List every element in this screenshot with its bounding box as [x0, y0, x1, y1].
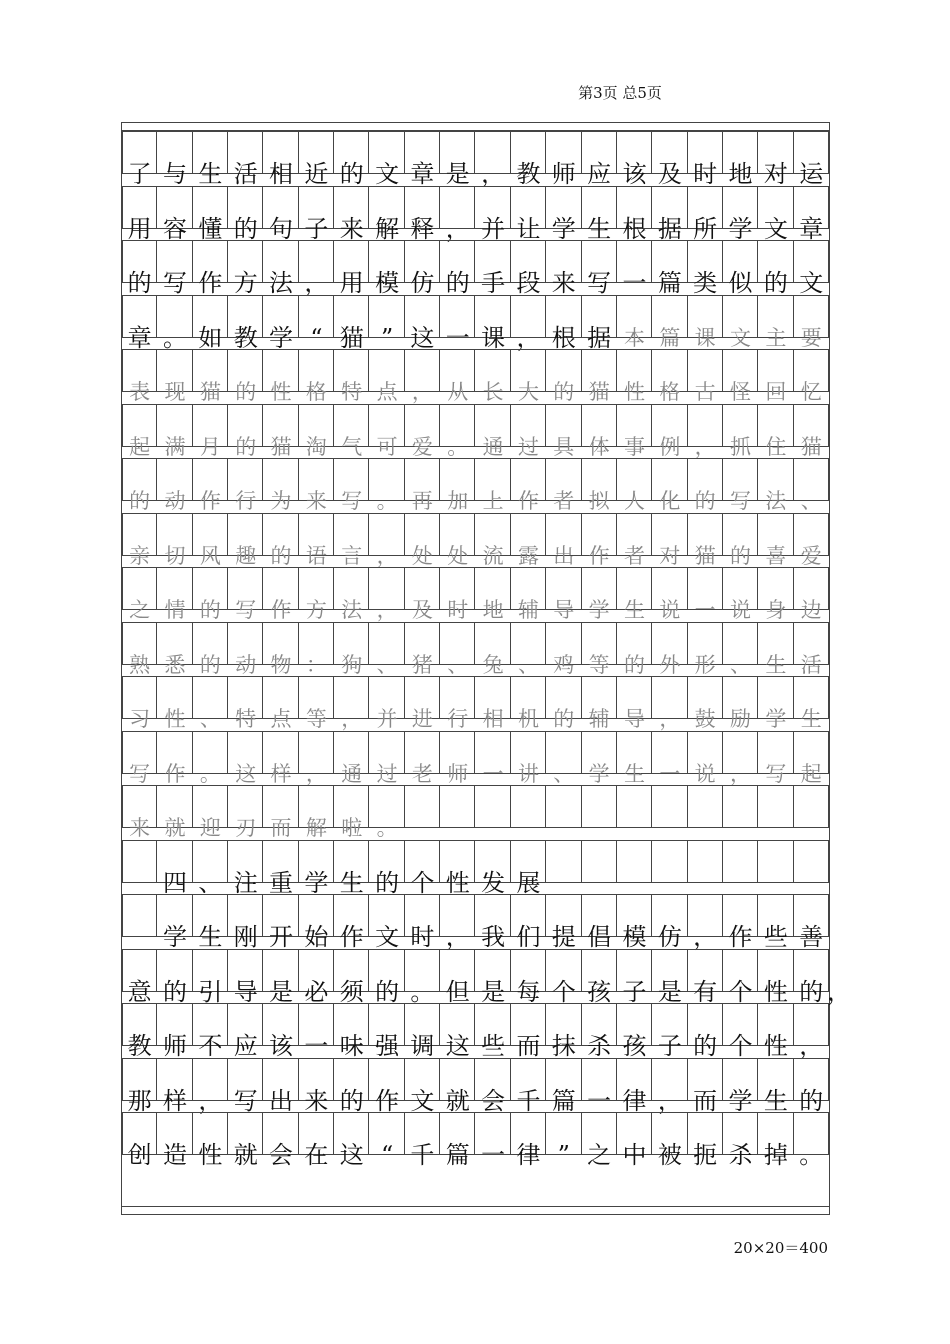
grid-row	[122, 240, 829, 295]
row-text: 了 与 生 活 相 近 的 文 章 是 ， 教 师 应 该 及 时 地 对 运	[127, 160, 824, 188]
row-text: 来 就 迎 刃 而 解 啦 。	[129, 816, 398, 840]
grid-row	[122, 676, 829, 731]
grid-row	[122, 840, 829, 895]
grid-row	[122, 186, 829, 241]
row-text: 创 造 性 就 会 在 这 “ 千 篇 一 律 ” 之 中 被 扼 杀 掉 。	[127, 1141, 824, 1169]
grid-row	[122, 894, 829, 949]
grid-row	[122, 1112, 829, 1167]
grid-row	[122, 513, 829, 568]
row-text: 的 写 作 方 法 ， 用 模 仿 的 手 段 来 写 一 篇 类 似 的 文	[127, 269, 824, 297]
row-text: 的 动 作 行 为 来 写 。 再 加 上 作 者 拟 人 化 的 写 法 、	[129, 489, 822, 513]
grid-row	[122, 458, 829, 513]
grid-row	[122, 567, 829, 622]
row-text: 章 。 如 教 学 “ 猫 ” 这 一 课 ， 根 据 本 篇 课 文 主 要	[127, 323, 822, 352]
grid-row	[122, 1058, 829, 1113]
grid-row	[122, 1003, 829, 1058]
grid-row	[122, 404, 829, 459]
grid-row	[122, 731, 829, 786]
row-text: 习 性 、 特 点 等 ， 并 进 行 相 机 的 辅 导 ， 鼓 励 学 生	[129, 707, 822, 731]
grid-row	[122, 349, 829, 404]
grid-row	[122, 131, 829, 186]
grid-inner-bottom-border	[122, 1206, 829, 1207]
row-text: 熟 悉 的 动 物 ： 狗 、 猪 、 兔 、 鸡 等 的 外 形 、 生 活	[129, 652, 822, 677]
row-text: 之 情 的 写 作 方 法 ， 及 时 地 辅 导 学 生 说 一 说 身 边	[129, 598, 822, 622]
overflow-punctuation: ，	[827, 977, 851, 1006]
row-text: 起 满 月 的 猫 淘 气 可 爱 。 通 过 具 体 事 例 ， 抓 住 猫	[129, 434, 822, 459]
row-text: 教 师 不 应 该 一 味 强 调 这 些 而 抹 杀 孩 子 的 个 性 ，	[127, 1032, 824, 1060]
grid-spec: 20×20＝400	[733, 1239, 828, 1257]
manuscript-grid	[121, 122, 851, 1215]
row-text: 亲 切 风 趣 的 语 言 ， 处 处 流 露 出 作 者 对 猫 的 喜 爱	[129, 543, 822, 568]
row-text: 写 作 。 这 样 ， 通 过 老 师 一 讲 、 学 生 一 说 ， 写 起	[129, 761, 822, 786]
grid-row	[122, 785, 829, 840]
row-text: 四 、 注 重 学 生 的 个 性 发 展	[163, 868, 541, 897]
row-text: 学 生 刚 开 始 作 文 时 ， 我 们 提 倡 模 仿 ， 作 些 善	[163, 923, 824, 951]
page-indicator: 第3页 总5页	[578, 84, 662, 102]
grid-row	[122, 295, 829, 350]
row-text: 那 样 ， 写 出 来 的 作 文 就 会 千 篇 一 律 ， 而 学 生 的	[127, 1086, 824, 1115]
grid-row	[122, 622, 829, 677]
grid-row	[122, 949, 851, 1006]
row-text: 表 现 猫 的 性 格 特 点 ， 从 长 大 的 猫 性 格 古 怪 回 忆	[129, 380, 822, 404]
row-text: 意 的 引 导 是 必 须 的 。 但 是 每 个 孩 子 是 有 个 性 的	[127, 977, 824, 1006]
row-text: 用 容 懂 的 句 子 来 解 释 ， 并 让 学 生 根 据 所 学 文 章	[127, 214, 824, 243]
